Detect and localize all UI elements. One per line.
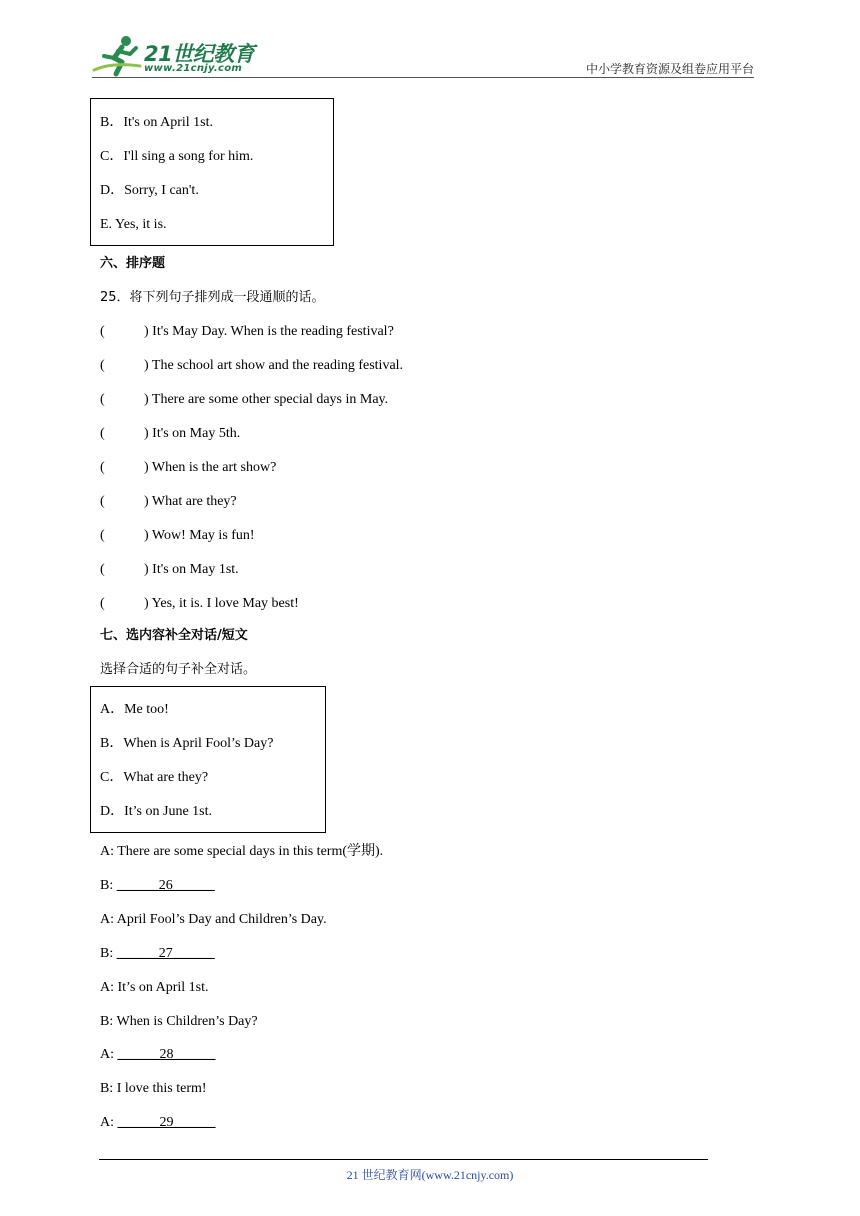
logo-url: www.21cnjy.com [144, 63, 243, 74]
order-paren: ( [100, 392, 105, 407]
order-item [100, 357, 403, 375]
site-logo[interactable] [92, 34, 262, 78]
dialogue-line [100, 1080, 207, 1098]
order-paren: ( [100, 528, 105, 543]
order-paren: ( [100, 562, 105, 577]
dialogue-text: B: [100, 878, 117, 893]
option-item: C．I'll sing a song for him. [100, 149, 254, 164]
dialogue-text: A: April Fool’s Day and Children’s Day. [100, 912, 327, 927]
answer-blank-29[interactable]: ______29______ [117, 1115, 216, 1130]
order-item [100, 595, 299, 613]
order-text: ) It's May Day. When is the reading festival? [144, 324, 394, 339]
dialogue-line [100, 1013, 258, 1031]
dialogue-text: B: [100, 946, 117, 961]
options-box-1 [90, 98, 334, 246]
footer-link[interactable]: 21 世纪教育网(www.21cnjy.com) [346, 1168, 514, 1182]
dialogue-line [100, 843, 383, 861]
platform-name: 中小学教育资源及组卷应用平台 [585, 62, 754, 76]
dialogue-line [100, 979, 209, 997]
dialogue-instruction: 选择合适的句子补全对话。 [100, 662, 257, 677]
question-25: 25．将下列句子排列成一段通顺的话。 [100, 290, 325, 305]
page-header [0, 0, 860, 80]
dialogue-text: A: There are some special days in this term(学期). [100, 844, 384, 859]
order-paren: ( [100, 426, 105, 441]
order-item [100, 391, 388, 409]
dialogue-text: A: It’s on April 1st. [100, 980, 209, 995]
dialogue-line [100, 877, 215, 895]
answer-blank-27[interactable]: ______27______ [116, 946, 215, 961]
dialogue-text: A: [100, 1047, 118, 1062]
dialogue-text: A: [100, 1115, 118, 1130]
option-item: B．When is April Fool’s Day? [100, 736, 274, 751]
order-text: ) There are some other special days in May. [144, 392, 389, 407]
answer-blank-26[interactable]: ______26______ [116, 878, 215, 893]
order-item [100, 493, 237, 511]
options-box-2 [90, 686, 326, 833]
dialogue-text: B: I love this term! [100, 1081, 207, 1096]
option-item: B．It's on April 1st. [100, 115, 213, 130]
option-item: D．Sorry, I can't. [100, 183, 199, 198]
option-item: D．It’s on June 1st. [100, 804, 212, 819]
order-item [100, 561, 239, 579]
order-paren: ( [100, 596, 105, 611]
order-paren: ( [100, 494, 105, 509]
order-text: ) It's on May 5th. [144, 426, 241, 441]
order-paren: ( [100, 324, 105, 339]
runner-logo-icon [92, 34, 142, 78]
order-text: ) It's on May 1st. [144, 562, 239, 577]
section-title-dialogue: 七、选内容补全对话/短文 [100, 628, 248, 643]
order-paren: ( [100, 358, 105, 373]
dialogue-line [100, 911, 327, 929]
order-item [100, 527, 255, 545]
dialogue-line [100, 945, 215, 963]
order-text: ) The school art show and the reading festival. [144, 358, 404, 373]
option-item: E. Yes, it is. [100, 217, 167, 232]
order-item [100, 425, 240, 443]
order-text: ) What are they? [144, 494, 237, 509]
option-item: C．What are they? [100, 770, 209, 785]
order-text: ) When is the art show? [144, 460, 277, 475]
header-divider [92, 77, 754, 78]
order-item [100, 323, 394, 341]
order-item [100, 459, 276, 477]
dialogue-text: B: When is Children’s Day? [100, 1014, 258, 1029]
option-item: A．Me too! [100, 702, 169, 717]
logo-text: 21世纪教育 [144, 42, 255, 66]
order-paren: ( [100, 460, 105, 475]
dialogue-line [100, 1114, 216, 1132]
footer-divider [99, 1159, 708, 1160]
order-text: ) Yes, it is. I love May best! [144, 596, 299, 611]
order-text: ) Wow! May is fun! [144, 528, 255, 543]
dialogue-line [100, 1046, 216, 1064]
answer-blank-28[interactable]: ______28______ [117, 1047, 216, 1062]
section-title-ordering: 六、排序题 [100, 256, 166, 271]
